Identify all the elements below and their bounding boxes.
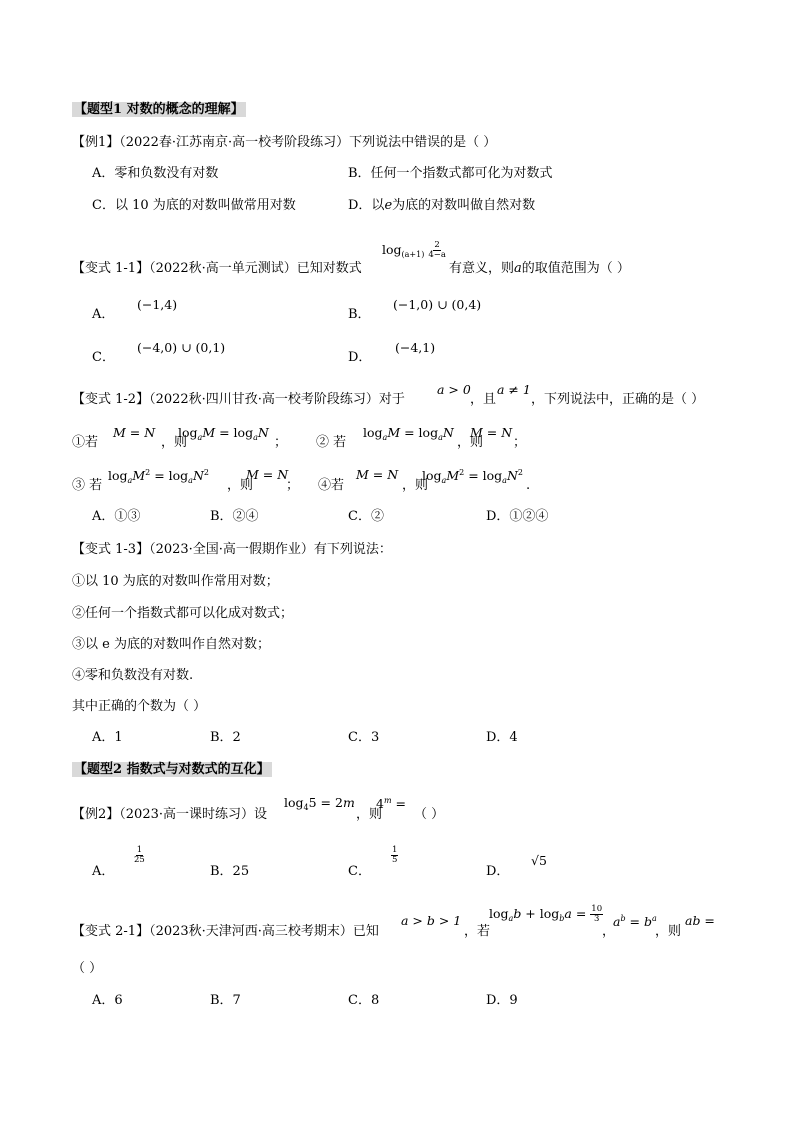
variant-1-3-option-d: D．4 <box>486 730 518 745</box>
variant-1-2-statement-3-then: ，则 <box>227 478 254 493</box>
example-2-stem-start: 【例2】（2023·高一课时练习）设 <box>72 807 267 822</box>
variant-2-1-stem-if: ，若 <box>464 924 491 939</box>
example-2-stem-then: ，则 <box>356 807 383 822</box>
variant-1-2-statement-2-prefix: ② 若 <box>316 435 347 450</box>
variant-1-2-option-c: C．② <box>348 509 384 524</box>
variant-1-2-statement-2-condition: $\log_aM = \log_aN$ <box>363 425 454 442</box>
variant-1-2-stem-start: 【变式 1-2】（2022秋·四川甘孜·高一校考阶段练习）对于 <box>72 392 405 407</box>
example-2-power-expression: $4^m$ = <box>376 796 406 811</box>
example-2-option-a-numerator: 1 <box>136 845 143 855</box>
section-heading-2: 【题型2 指数式与对数式的互化】 <box>74 762 270 777</box>
variant-2-1-stem-comma: ， <box>602 924 616 939</box>
variant-1-3-option-c: C．3 <box>348 730 380 745</box>
section-heading-1: 【题型1 对数的概念的理解】 <box>74 102 244 117</box>
variant-1-2-condition-a-not-one: a ≠ 1 <box>497 382 531 397</box>
variant-2-1-power-equation: $a^b = b^a$ <box>613 914 657 929</box>
variant-1-1-option-a-value: (−1,4) <box>137 297 178 312</box>
variant-1-2-statement-1-condition: M = N <box>113 425 156 440</box>
variant-1-3-option-a: A．1 <box>92 730 123 745</box>
variant-1-1-log-formula: $\log_{(a+1)}$ $\frac{2}{4-a}$ <box>382 240 446 260</box>
variant-1-3-question: 其中正确的个数为（ ） <box>72 699 207 714</box>
variant-1-2-option-d: D．①②④ <box>486 509 549 524</box>
variant-1-2-statement-3-end: ； <box>286 478 300 493</box>
variant-2-1-log-equation: $\log_ab + \log_ba$ = $\frac{10}{3}$ <box>489 904 603 924</box>
variant-2-1-condition: a > b > 1 <box>401 913 462 928</box>
variant-1-2-statement-4-then: ，则 <box>402 478 429 493</box>
variant-1-3-stem: 【变式 1-3】（2023·全国·高一假期作业）有下列说法： <box>72 542 392 557</box>
variant-1-1-option-d-value: (−4,1) <box>395 340 436 355</box>
variant-1-2-option-b: B．②④ <box>210 509 259 524</box>
example-2-option-c-numerator: 1 <box>392 845 398 855</box>
variant-1-1-option-a-label: A． <box>92 307 115 322</box>
variant-1-2-statement-1-then: ，则 <box>161 435 188 450</box>
example-1-stem: 【例1】（2022春·江苏南京·高一校考阶段练习）下列说法中错误的是（ ） <box>72 135 497 150</box>
variant-1-2-statement-3-prefix: ③ 若 <box>72 478 103 493</box>
example-2-option-d-label: D． <box>486 864 510 879</box>
example-1-option-c: C．以 10 为底的对数叫做常用对数 <box>92 198 296 213</box>
variant-2-1-product: ab = <box>685 913 715 928</box>
variant-1-2-statement-3-conclusion: M = N <box>246 467 289 482</box>
variant-2-1-stem-start: 【变式 2-1】（2023秋·天津河西·高三校考期末）已知 <box>72 924 379 939</box>
variant-2-1-option-c: C．8 <box>348 993 380 1008</box>
variant-1-1-stem-start: 【变式 1-1】（2022秋·高一单元测试）已知对数式 <box>72 261 362 276</box>
variant-1-3-statement-4: ④零和负数没有对数. <box>72 668 194 683</box>
variant-1-3-statement-2: ②任何一个指数式都可以化成对数式； <box>72 606 294 621</box>
variant-1-2-option-a: A．①③ <box>92 509 141 524</box>
example-1-option-b: B．任何一个指数式都可化为对数式 <box>348 166 553 181</box>
example-1-option-a: A．零和负数没有对数 <box>92 166 219 181</box>
variant-1-2-statement-4-end: . <box>526 478 531 493</box>
variant-2-1-option-b: B．7 <box>210 993 241 1008</box>
example-2-option-a-value <box>134 846 145 865</box>
variant-1-1-option-d-label: D． <box>348 350 372 365</box>
variant-1-2-statement-2-conclusion: M = N <box>470 425 513 440</box>
variant-1-2-statement-1-conclusion: $\log_aM = \log_aN$ <box>178 425 269 442</box>
variant-1-2-statement-4-prefix: ④若 <box>318 478 345 493</box>
variant-2-1-stem-then: ，则 <box>655 924 682 939</box>
variant-1-1-option-b-label: B． <box>348 307 371 322</box>
example-2-option-d-value: √5 <box>531 853 547 868</box>
example-2-option-a-denominator: 25 <box>134 854 145 865</box>
variant-1-3-option-b: B．2 <box>210 730 241 745</box>
variant-1-2-statement-1-end: ； <box>274 435 288 450</box>
variant-1-3-statement-3: ③以 e 为底的对数叫作自然对数； <box>72 637 270 652</box>
example-2-option-b: B．25 <box>210 864 250 879</box>
variant-1-1-option-c-label: C． <box>92 350 115 365</box>
variant-1-2-statement-1-prefix: ①若 <box>72 435 99 450</box>
example-2-option-c-value <box>391 846 398 865</box>
variant-1-1-option-b-value: (−1,0) ∪ (0,4) <box>393 297 482 312</box>
variant-1-2-statement-4-conclusion: $\log_aM^2 = \log_aN^2$ <box>422 468 523 485</box>
variant-1-1-stem-end: 有意义，则a的取值范围为（ ） <box>449 261 630 276</box>
variant-1-2-stem-and: ，且 <box>470 392 497 407</box>
variant-1-2-condition-a-positive: a > 0 <box>437 382 471 397</box>
example-2-option-c-label: C． <box>348 864 371 879</box>
variant-2-1-option-d: D．9 <box>486 993 518 1008</box>
variant-1-2-statement-2-then: ，则 <box>457 435 484 450</box>
example-2-stem-end: （ ） <box>414 807 445 822</box>
variant-1-2-statement-4-condition: M = N <box>356 467 399 482</box>
example-2-option-a-label: A． <box>92 864 115 879</box>
variant-1-1-option-c-value: (−4,0) ∪ (0,1) <box>137 340 226 355</box>
example-1-option-d: D．以e为底的对数叫做自然对数 <box>348 198 536 213</box>
variant-1-2-statement-3-condition: $\log_aM^2 = \log_aN^2$ <box>108 468 209 485</box>
variant-1-2-stem-end: ，下列说法中，正确的是（ ） <box>531 392 705 407</box>
example-2-log-equation: $\log_45 = 2m$ <box>284 795 355 812</box>
variant-2-1-answer-paren: （ ） <box>72 961 103 976</box>
variant-1-2-statement-2-end: ； <box>513 435 527 450</box>
variant-2-1-option-a: A．6 <box>92 993 123 1008</box>
example-2-option-c-denominator: 5 <box>392 854 398 865</box>
variant-1-3-statement-1: ①以 10 为底的对数叫作常用对数； <box>72 574 279 589</box>
